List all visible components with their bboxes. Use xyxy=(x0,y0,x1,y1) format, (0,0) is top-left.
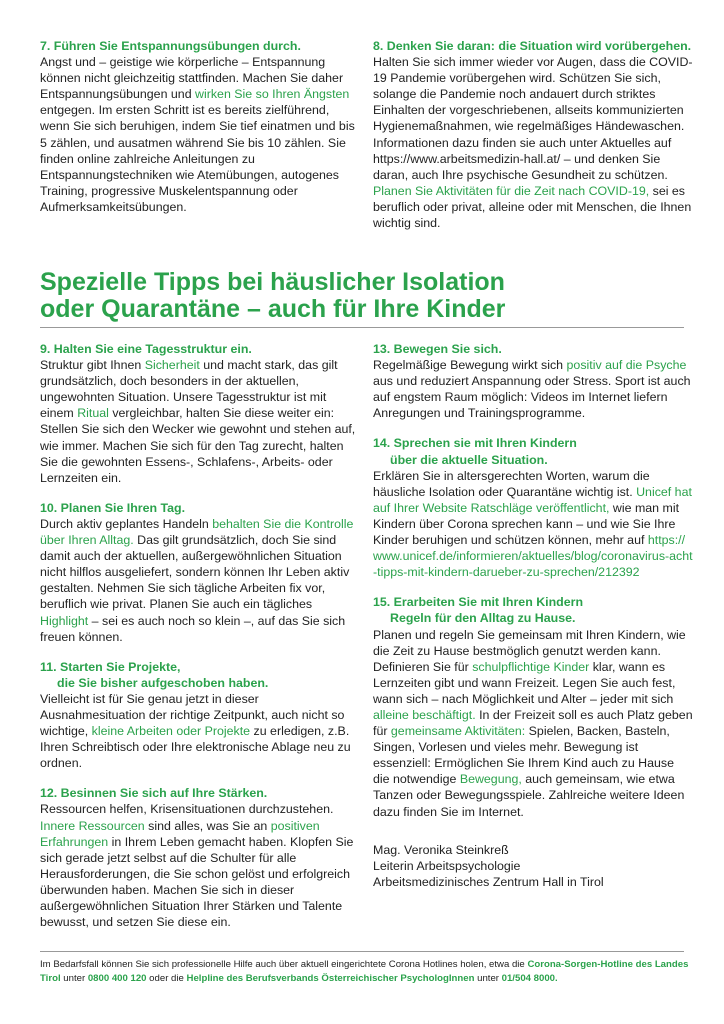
section-7-body xyxy=(40,54,360,215)
section-14-heading-cont: über die aktuelle Situation. xyxy=(390,452,548,467)
section-8-body xyxy=(373,54,693,231)
section-7 xyxy=(40,38,360,215)
text: Regelmäßige Bewegung wirkt sich xyxy=(373,358,567,373)
section-9-heading: 9. Halten Sie eine Tagesstruktur ein. xyxy=(40,342,252,356)
text: Erklären Sie in altersgerechten Worten, warum die häusliche Isolation oder Quarantäne wichtig ist. xyxy=(373,468,650,499)
text: Durch aktiv geplantes Handeln xyxy=(40,516,213,531)
footer-note xyxy=(40,958,690,986)
highlight: Bewegung, xyxy=(459,772,522,787)
section-10-body xyxy=(40,516,360,645)
page-title-line-1: Spezielle Tipps bei häuslicher Isolation xyxy=(40,268,505,296)
highlight: Ritual xyxy=(77,406,109,421)
text: Halten Sie sich immer wieder vor Augen, dass die COVID-19 Pandemie vorübergehen wird. Schützen Sie sich, solange die Pandemie noch andauert durch striktes Einhalten der vorgeschriebenen, allseits kommunizierten Hygienemaßnahmen, wie regelmäßiges Händewaschen. Informationen dazu finden sie auch unter Aktuelles auf https://www.arbeitsmedizin-hall.at/ – und denken Sie daran, auch Ihre psychische Gesundheit zu schützen. xyxy=(373,55,693,182)
section-15-heading: 15. Erarbeiten Sie mit Ihren Kindern xyxy=(373,595,584,610)
footer-divider xyxy=(40,951,684,952)
section-14-heading: 14. Sprechen sie mit Ihren Kindern xyxy=(373,436,577,451)
highlight: gemeinsame Aktivitäten: xyxy=(390,724,526,739)
text: in Ihrem Leben gemacht haben. Klopfen Sie sich gerade jetzt selbst auf die Schulter für alle Herausforderungen, die Sie schon gelöst und erfolgreich überwunden haben. Machen Sie sich in dieser außergewöhnlichen Situation Ihrer Stärken und Talente bewusst, und setzen Sie diese ein. xyxy=(40,834,354,930)
text: Planen und regeln Sie gemeinsam mit Ihren Kindern, wie die Zeit zu Hause bestmöglich genutzt werden kann. Definieren Sie für xyxy=(373,627,686,674)
text: auch gemeinsam, wie etwa Tanzen oder Bewegungsspiele. Zahlreiche weitere Ideen dazu finden Sie im Internet. xyxy=(373,772,685,819)
section-14 xyxy=(373,435,693,580)
page-title-line-2: oder Quarantäne – auch für Ihre Kinder xyxy=(40,295,506,323)
text: aus und reduziert Anspannung oder Stress. Sport ist auch auf engstem Raum möglich: Videos im Internet liefern Anregungen und Trainingsprogramme. xyxy=(373,374,691,421)
highlight: Highlight xyxy=(40,613,89,628)
section-12 xyxy=(40,785,360,930)
text: Das gilt grundsätzlich, doch Sie sind damit auch der aktuellen, außergewöhnlichen Situation nicht hilflos ausgeliefert, sondern können Ihr Leben aktiv gestalten. Nehmen Sie sich tägliche Arbeiten fix vor, beruflich wie privat. Planen Sie auch ein tägliches xyxy=(40,533,350,612)
right-column xyxy=(373,341,693,890)
text: Struktur gibt Ihnen xyxy=(40,358,145,373)
text: oder die xyxy=(146,973,187,984)
helpline-psychologen: Helpline des Berufsverbands Österreichischer PsychologInnen xyxy=(186,973,475,984)
section-12-body xyxy=(40,801,360,930)
highlight: schulpflichtige Kinder xyxy=(472,659,590,674)
text: sei es beruflich oder privat, alleine oder mit Menschen, die Ihnen wichtig sind. xyxy=(373,183,692,231)
highlight: alleine beschäftigt. xyxy=(373,707,476,722)
title-divider xyxy=(40,327,684,328)
phone-number-helpline[interactable]: 01/504 8000. xyxy=(501,973,558,984)
page-title xyxy=(40,269,690,323)
section-13-heading: 13. Bewegen Sie sich. xyxy=(373,342,502,356)
section-12-heading: 12. Besinnen Sie sich auf Ihre Stärken. xyxy=(40,786,268,801)
unicef-link[interactable]: https://www.unicef.de/informieren/aktuelles/blog/coronavirus-acht-tipps-mit-kindern-darueber-zu-sprechen/212392 xyxy=(373,533,693,580)
text: Angst und – geistige wie körperliche – Entspannung können nicht gleichzeitig stattfinden. Machen Sie daher Entspannungsübungen und xyxy=(40,55,344,102)
section-15-body xyxy=(373,627,693,820)
section-10-heading: 10. Planen Sie Ihren Tag. xyxy=(40,500,186,515)
text: Im Bedarfsfall können Sie sich professionelle Hilfe auch über aktuell eingerichtete Corona Hotlines holen, etwa die xyxy=(40,959,528,970)
section-9 xyxy=(40,341,360,486)
signature-org: Arbeitsmedizinisches Zentrum Hall in Tirol xyxy=(373,874,604,889)
text: Vielleicht ist für Sie genau jetzt in dieser Ausnahmesituation der richtige Zeitpunkt, auch nicht so wichtige, xyxy=(40,691,345,739)
text: vergleichbar, halten Sie diese weiter ein: Stellen Sie sich den Wecker wie gewohnt und stehen auf, wie immer. Machen Sie sich für den Tag zurecht, halten Sie die gewohnten Essens-, Schlafens-, Arbeits- oder Lernzeiten ein. xyxy=(40,406,356,485)
signature xyxy=(373,842,693,890)
section-10 xyxy=(40,500,360,645)
text: sind alles, was Sie an xyxy=(144,818,271,833)
text: wie man mit Kindern über Corona sprechen kann – und wie Sie Ihre Kinder beruhigen und schützen können, mehr auf xyxy=(373,500,680,548)
section-13-body xyxy=(373,357,693,421)
section-11-heading: 11. Starten Sie Projekte, xyxy=(40,659,181,674)
highlight: Innere Ressourcen xyxy=(40,818,145,833)
highlight-link: Unicef hat auf Ihrer Website Ratschläge veröffentlicht, xyxy=(373,484,692,515)
phone-number-tirol[interactable]: 0800 400 120 xyxy=(87,973,147,984)
highlight-link: wirken Sie so Ihren Ängsten xyxy=(195,87,350,102)
text: zu erledigen, z.B. Ihren Schreibtisch oder Ihre elektronische Ablage neu zu ordnen. xyxy=(40,724,351,771)
left-column xyxy=(40,341,360,944)
text: und macht stark, das gilt grundsätzlich, doch besonders in der aktuellen, ungewohnten Situation. Unsere Tagesstruktur ist mit einem xyxy=(40,358,338,421)
text: – sei es auch noch so klein –, auf das Sie sich freuen können. xyxy=(40,613,346,644)
text: unter xyxy=(474,973,502,984)
highlight: Sicherheit xyxy=(144,358,200,373)
section-11-body xyxy=(40,691,360,771)
highlight: positiven Erfahrungen xyxy=(40,818,320,849)
section-8 xyxy=(373,38,693,231)
signature-role: Leiterin Arbeitspsychologie xyxy=(373,858,521,873)
section-8-heading: 8. Denken Sie daran: die Situation wird vorübergehen. xyxy=(373,39,692,53)
text: unter xyxy=(60,973,88,984)
section-15-heading-cont: Regeln für den Alltag zu Hause. xyxy=(390,611,576,626)
highlight: kleine Arbeiten oder Projekte xyxy=(91,724,251,739)
section-11-heading-cont: die Sie bisher aufgeschoben haben. xyxy=(57,675,269,690)
section-11 xyxy=(40,659,360,772)
highlight-link: Planen Sie Aktivitäten für die Zeit nach COVID-19, xyxy=(373,183,650,198)
text: In der Freizeit soll es auch Platz geben für xyxy=(373,707,693,739)
highlight: behalten Sie die Kontrolle über Ihren Alltag. xyxy=(40,516,354,548)
text: Spielen, Backen, Basteln, Singen, Vorlesen und vieles mehr. Bewegung ist essenziell: Ermöglichen Sie Ihrem Kind auch zu Hause die notwendige xyxy=(373,724,674,787)
section-15 xyxy=(373,594,693,819)
section-14-body xyxy=(373,468,693,581)
section-9-body xyxy=(40,357,360,486)
section-7-heading: 7. Führen Sie Entspannungsübungen durch. xyxy=(40,39,301,53)
highlight: positiv auf die Psyche xyxy=(566,358,687,373)
section-13 xyxy=(373,341,693,421)
signature-name: Mag. Veronika Steinkreß xyxy=(373,842,509,857)
text: entgegen. Im ersten Schritt ist es bereits zielführend, wenn Sie sich beruhigen, indem Sie tief einatmen und bis 5 zählen, und ausatmen während Sie bis 10 zählen. Sie finden online zahlreiche Anleitungen zu Entspannungstechniken wie Atemübungen, autogenes Training, progressive Muskelentspannung oder Aufmerksamkeitsübungen. xyxy=(40,103,355,214)
text: Ressourcen helfen, Krisensituationen durchzustehen. xyxy=(40,802,334,817)
hotline-tirol: Corona-Sorgen-Hotline des Landes Tirol xyxy=(40,959,689,984)
text: klar, wann es Lernzeiten gibt und wann Freizeit. Legen Sie auch fest, wann sich – nach Möglichkeit und Alter – jeder mit sich xyxy=(373,659,676,706)
